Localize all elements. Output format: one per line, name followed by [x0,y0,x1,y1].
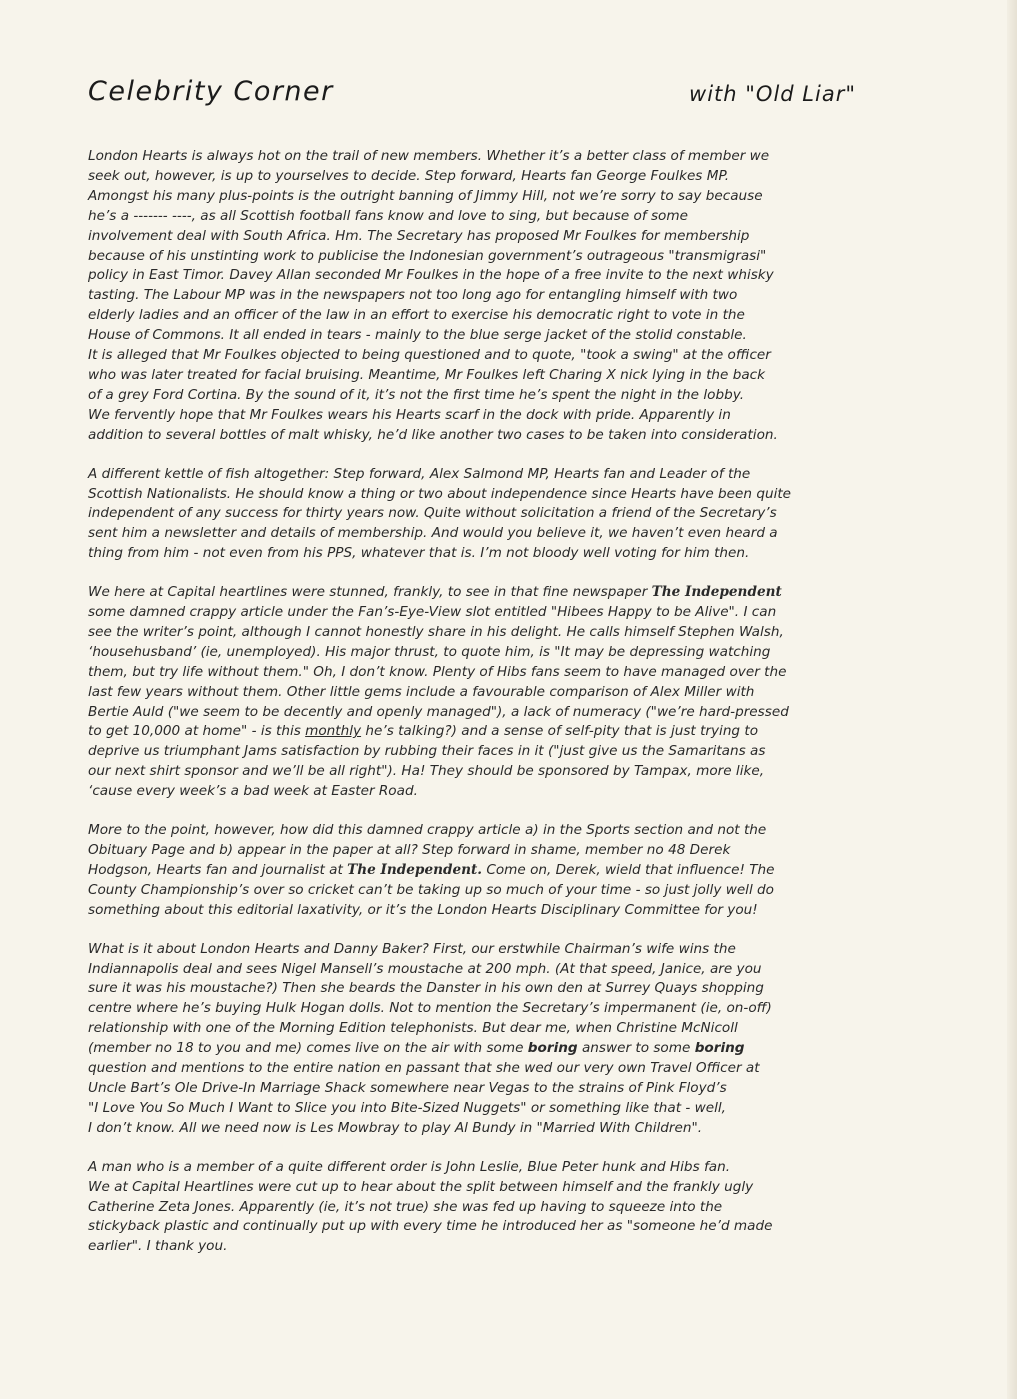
text-segment: Amongst his many plus-points is the outright banning of Jimmy Hill, not we’re sorry to say because [88,187,763,204]
text-line [88,1158,896,1178]
text-segment: something about this editorial laxativity, or it’s the London Hearts Disciplinary Committee for you! [88,901,758,918]
text-line [88,1019,896,1039]
text-segment: relationship with one of the Morning Edition telephonists. But dear me, when Christine McNicoll [88,1020,738,1037]
text-line [88,782,896,802]
text-line [88,247,896,267]
text-line [88,147,896,167]
text-segment: I don’t know. All we need now is Les Mowbray to play Al Bundy in "Married With Children". [88,1119,703,1136]
text-line [88,1079,896,1099]
text-segment: Catherine Zeta Jones. Apparently (ie, it’s not true) she was fed up having to squeeze into the [88,1198,723,1215]
bold-word: boring [527,1040,578,1057]
text-line [88,623,896,643]
text-line [88,1059,896,1079]
text-segment: What is it about London Hearts and Danny Baker? First, our erstwhile Chairman’s wife wins the [88,940,736,957]
text-segment: question and mentions to the entire nation en passant that she wed our very own Travel Officer at [88,1060,760,1077]
text-line [88,979,896,999]
text-segment: he’s talking?) and a sense of self-pity that is just trying to [361,723,759,740]
text-line [88,286,896,306]
paragraph [88,147,896,446]
text-segment: County Championship’s over so cricket can’t be taking up so much of your time - so just jolly well do [88,881,774,898]
text-line [88,1237,896,1257]
text-segment: We here at Capital heartlines were stunned, frankly, to see in that fine newspaper [88,584,652,601]
text-line [88,999,896,1019]
text-line [88,346,896,366]
text-line [88,207,896,227]
text-line [88,901,896,921]
text-segment: (member no 18 to you and me) comes live on the air with some [88,1040,528,1057]
text-line [88,524,896,544]
text-line [88,544,896,564]
text-segment: because of his unstinting work to publicise the Indonesian government’s outrageous "transmigrasi" [88,247,767,264]
text-segment: seek out, however, is up to yourselves to decide. Step forward, Hearts fan George Foulkes MP. [88,167,730,184]
text-segment: sent him a newsletter and details of membership. And would you believe it, we haven’t even heard a [88,525,778,542]
text-line [88,683,896,703]
text-segment: We at Capital Heartlines were cut up to hear about the split between himself and the frankly ugly [88,1178,754,1195]
text-line [88,187,896,207]
text-line [88,426,896,446]
page-title: Celebrity Corner [88,76,334,107]
text-segment: Bertie Auld ("we seem to be decently and openly managed"), a lack of numeracy ("we’re hard-pressed [88,703,789,720]
text-segment: ‘cause every week’s a bad week at Easter Road. [88,783,418,800]
text-line [88,861,896,881]
text-segment: to get 10,000 at home" - is this [88,723,306,740]
text-segment: Indiannapolis deal and sees Nigel Mansell’s moustache at 200 mph. (At that speed, Janice, are you [88,960,762,977]
paragraph [88,583,896,802]
text-segment: Obituary Page and b) appear in the paper at all? Step forward in shame, member no 48 Derek [88,842,731,858]
text-segment: sure it was his moustache?) Then she beards the Danster in his own den at Surrey Quays shopping [88,980,764,997]
bold-word: boring [694,1040,745,1057]
paragraph [88,465,896,565]
text-line [88,940,896,960]
text-segment: them, but try life without them." Oh, I don’t know. Plenty of Hibs fans seem to have managed over the [88,663,787,680]
text-segment: addition to several bottles of malt whisky, he’d like another two cases to be taken into consideration. [88,426,778,443]
text-segment: stickyback plastic and continually put up with every time he introduced her as "someone he’d made [88,1218,773,1235]
text-segment: deprive us triumphant Jams satisfaction by rubbing their faces in it ("just give us the Samaritans as [88,743,766,760]
text-line [88,1178,896,1198]
text-segment: involvement deal with South Africa. Hm. The Secretary has proposed Mr Foulkes for membership [88,227,750,244]
text-line [88,722,896,742]
text-line [88,167,896,187]
text-line [88,703,896,723]
publication-name: The Independent [651,584,782,601]
text-line [88,1198,896,1218]
text-line [88,1119,896,1139]
text-line [88,762,896,782]
text-line [88,406,896,426]
article-body [88,147,896,1276]
text-segment: London Hearts is always hot on the trail of new members. Whether it’s a better class of member we [88,148,770,164]
text-line [88,1217,896,1237]
text-line [88,1039,896,1059]
text-segment: Scottish Nationalists. He should know a thing or two about independence since Hearts have been quite [88,485,792,502]
article-header [88,76,856,116]
text-line [88,465,896,485]
text-segment: It is alleged that Mr Foulkes objected to being questioned and to quote, "took a swing" at the officer [88,347,771,364]
text-line [88,881,896,901]
text-line [88,583,896,603]
text-segment: see the writer’s point, although I cannot honestly share in his delight. He calls himself Stephen Walsh, [88,623,784,640]
text-line [88,663,896,683]
publication-name: The Independent. [347,861,483,878]
paragraph [88,940,896,1139]
text-line [88,841,896,861]
text-segment: A man who is a member of a quite different order is John Leslie, Blue Peter hunk and Hibs fan. [88,1158,731,1175]
text-segment: of a grey Ford Cortina. By the sound of it, it’s not the first time he’s spent the night in the lobby. [88,386,745,403]
text-segment: our next shirt sponsor and we’ll be all right"). Ha! They should be sponsored by Tampax, more like, [88,763,765,780]
text-segment: More to the point, however, how did this damned crappy article a) in the Sports section and not the [88,822,767,839]
text-line [88,366,896,386]
text-segment: some damned crappy article under the Fan’s-Eye-View slot entitled "Hibees Happy to be Alive". I can [88,604,777,621]
text-segment: Hodgson, Hearts fan and journalist at [88,861,348,878]
text-line [88,266,896,286]
text-segment: policy in East Timor. Davey Allan seconded Mr Foulkes in the hope of a free invite to the next whisky [88,267,774,284]
text-line [88,326,896,346]
text-line [88,227,896,247]
text-segment: Come on, Derek, wield that influence! The [482,861,775,878]
text-segment: he’s a ------- ----, as all Scottish football fans know and love to sing, but because of some [88,207,688,224]
text-segment: thing from him - not even from his PPS, whatever that is. I’m not bloody well voting for him then. [88,545,750,562]
text-line [88,960,896,980]
text-segment: A different kettle of fish altogether: Step forward, Alex Salmond MP, Hearts fan and Leader of the [88,465,751,482]
paragraph [88,1158,896,1258]
page-edge [1007,0,1017,1399]
text-segment: earlier". I thank you. [88,1238,228,1255]
underlined-word: monthly [305,723,362,740]
text-line [88,742,896,762]
text-segment: independent of any success for thirty years now. Quite without solicitation a friend of the Secretary’s [88,505,777,522]
text-segment: tasting. The Labour MP was in the newspapers not too long ago for entangling himself with two [88,287,738,304]
text-segment: who was later treated for facial bruising. Meantime, Mr Foulkes left Charing X nick lying in the back [88,366,765,383]
paragraph [88,821,896,921]
text-line [88,643,896,663]
text-segment: We fervently hope that Mr Foulkes wears his Hearts scarf in the dock with pride. Apparently in [88,406,731,423]
text-segment: elderly ladies and an officer of the law in an effort to exercise his democratic right to vote in the [88,307,745,324]
text-line [88,386,896,406]
text-line [88,485,896,505]
text-segment: last few years without them. Other little gems include a favourable comparison of Alex Miller with [88,683,755,700]
text-line [88,603,896,623]
text-line [88,504,896,524]
text-segment: "I Love You So Much I Want to Slice you into Bite-Sized Nuggets" or something like that - well, [88,1099,726,1116]
text-line [88,821,896,841]
text-segment: House of Commons. It all ended in tears - mainly to the blue serge jacket of the stolid constable. [88,327,747,344]
text-line [88,1099,896,1119]
byline: with "Old Liar" [689,82,856,106]
text-segment: ‘househusband’ (ie, unemployed). His major thrust, to quote him, is "It may be depressing watching [88,643,771,660]
text-line [88,306,896,326]
text-segment: answer to some [577,1040,695,1057]
text-segment: centre where he’s buying Hulk Hogan dolls. Not to mention the Secretary’s impermanent (ie, on-off) [88,1000,772,1017]
text-segment: Uncle Bart’s Ole Drive-In Marriage Shack somewhere near Vegas to the strains of Pink Floyd’s [88,1079,727,1096]
